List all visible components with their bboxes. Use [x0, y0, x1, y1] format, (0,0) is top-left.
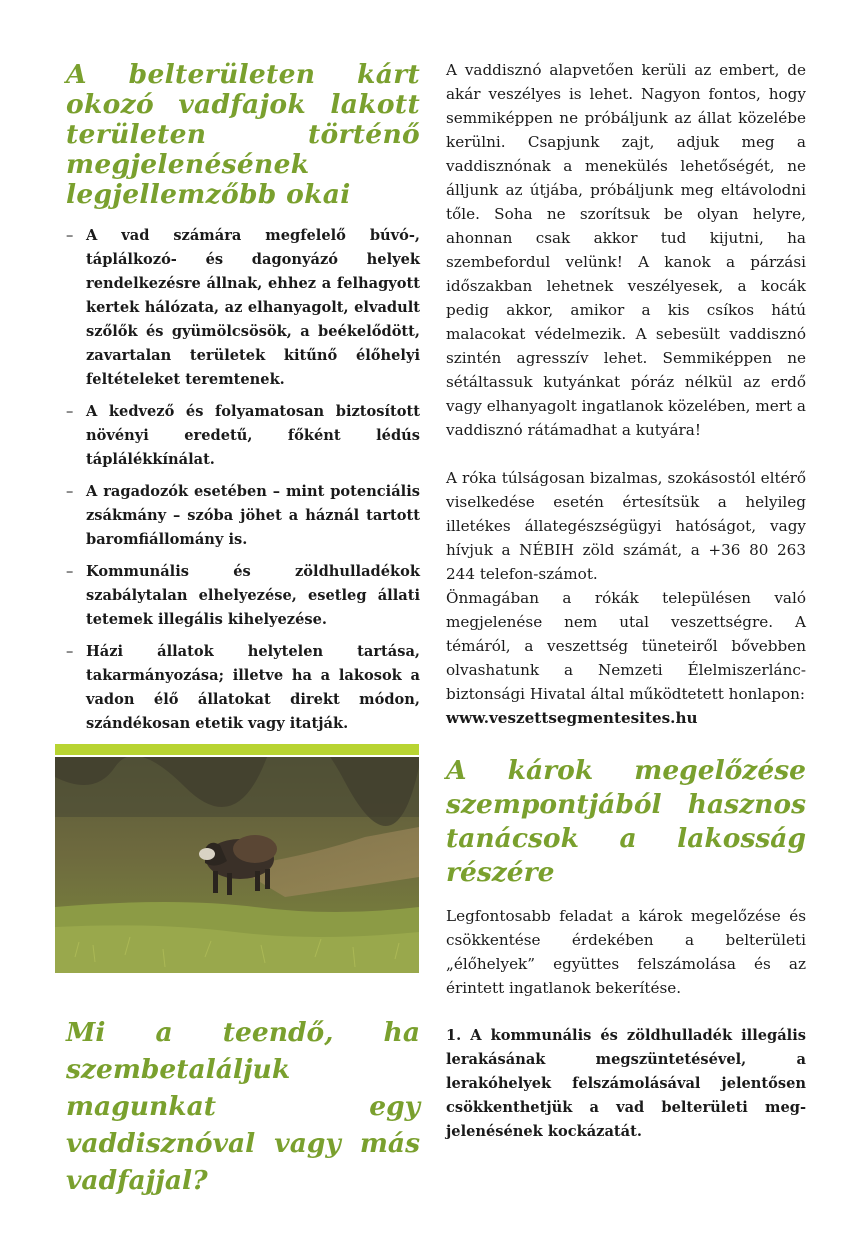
prevention-point-1: 1. A kommunális és zöldhulladék illegális lerakásának megszüntetésével, a lerakóhelyek felszámolásával jelentősen csökkenthetjük a vad belterületi meg-jelenésének kockázatát.	[446, 1027, 806, 1140]
list-item	[66, 560, 420, 632]
list-dash: –	[66, 403, 74, 420]
wild-boar-photo	[55, 757, 419, 973]
causes-list	[66, 224, 420, 736]
list-item	[66, 480, 420, 552]
list-item-text: Házi állatok helytelen tartása, takarmányozása; illetve ha a lakosok a vadon élő állatokat direkt módon, szándékosan etetik vagy itatják.	[86, 643, 420, 732]
list-item	[66, 640, 420, 736]
list-dash: –	[66, 227, 74, 244]
list-item	[66, 400, 420, 472]
left-column	[66, 58, 420, 744]
boar-advice-paragraph: A vaddisznó alapvetően kerüli az embert, de akár veszélyes is lehet. Nagyon fontos, hogy semmiképpen ne próbáljunk az állat közelébe kerülni. Csapjunk zajt, adjuk meg a vaddisznónak a menekülés lehetőségét, ne álljunk az útjába, próbáljunk meg eltávolodni tőle. Soha ne szorítsuk be olyan helyre, ahonnan csak akkor tud kijutni, ha szembefordul velünk! A kanok a párzási időszakban lehetnek veszélyesek, a kocák pedig akkor, amikor a kis csíkos hátú malacokat védelmezik. A sebesült vaddisznó szintén agresszív lehet. Semmiképpen ne sétáltassuk kutyánkat póráz nélkül az erdő vagy elhanyagolt ingatlanok közelében, mert a vaddisznó rátámadhat a kutyára!	[446, 61, 806, 439]
left-bottom-section	[66, 1014, 420, 1199]
list-item-text: A vad számára megfelelő búvó-, táplálkozó- és dagonyázó helyek rendelkezésre állnak, ehhez a felhagyott kertek hálózata, az elhanyagolt, elvadult szőlők és gyümölcsösök, a beékelődött, zavartalan területek kitűnő élőhelyi feltételeket teremtenek.	[86, 227, 420, 388]
rabies-info-paragraph: Önmagában a rókák településen való megjelenése nem utal veszettségre. A témáról, a veszettség tüneteiről bővebben olvashatunk a Nemzeti Élelmiszerlánc-biztonsági Hivatal által működtetett honlapon:	[446, 589, 806, 703]
section-heading-encounter: Mi a teendő, ha szembetaláljuk magunkat egy vaddisznóval vagy más vadfajjal?	[66, 1017, 420, 1196]
list-item	[66, 224, 420, 392]
section-heading-causes: A belterületen kárt okozó vadfajok lakott területen történő megjelenésének legjellemzőbb okai	[66, 59, 420, 210]
wild-boar-photo-block	[55, 744, 419, 973]
list-dash: –	[66, 643, 74, 660]
rabies-website-link[interactable]: www.veszettsegmentesites.hu	[446, 709, 698, 727]
prevention-intro-paragraph: Legfontosabb feladat a károk megelőzése és csökkentése érdekében a belterületi „élőhelyek” együttes felszámolása és az érintett ingatlanok bekerítése.	[446, 907, 806, 997]
right-column	[446, 58, 806, 1144]
fox-advice-paragraph: A róka túlságosan bizalmas, szokásostól eltérő viselkedése esetén értesítsük a helyileg illetékes állategészségügyi hatóságot, vagy hívjuk a NÉBIH zöld számát, a +36 80 263 244 telefon-számot.	[446, 469, 806, 583]
list-item-text: A ragadozók esetében – mint potenciális zsákmány – szóba jöhet a háznál tartott baromfiállomány is.	[86, 483, 420, 548]
list-dash: –	[66, 563, 74, 580]
photo-accent-bar	[55, 744, 419, 755]
list-item-text: Kommunális és zöldhulladékok szabálytalan elhelyezése, esetleg állati tetemek illegális kihelyezése.	[86, 563, 420, 628]
list-dash: –	[66, 483, 74, 500]
list-item-text: A kedvező és folyamatosan biztosított növényi eredetű, főként lédús táplálékkínálat.	[86, 403, 420, 468]
section-heading-prevention: A károk megelőzése szempontjából hasznos tanácsok a lakosság részére	[446, 755, 806, 888]
